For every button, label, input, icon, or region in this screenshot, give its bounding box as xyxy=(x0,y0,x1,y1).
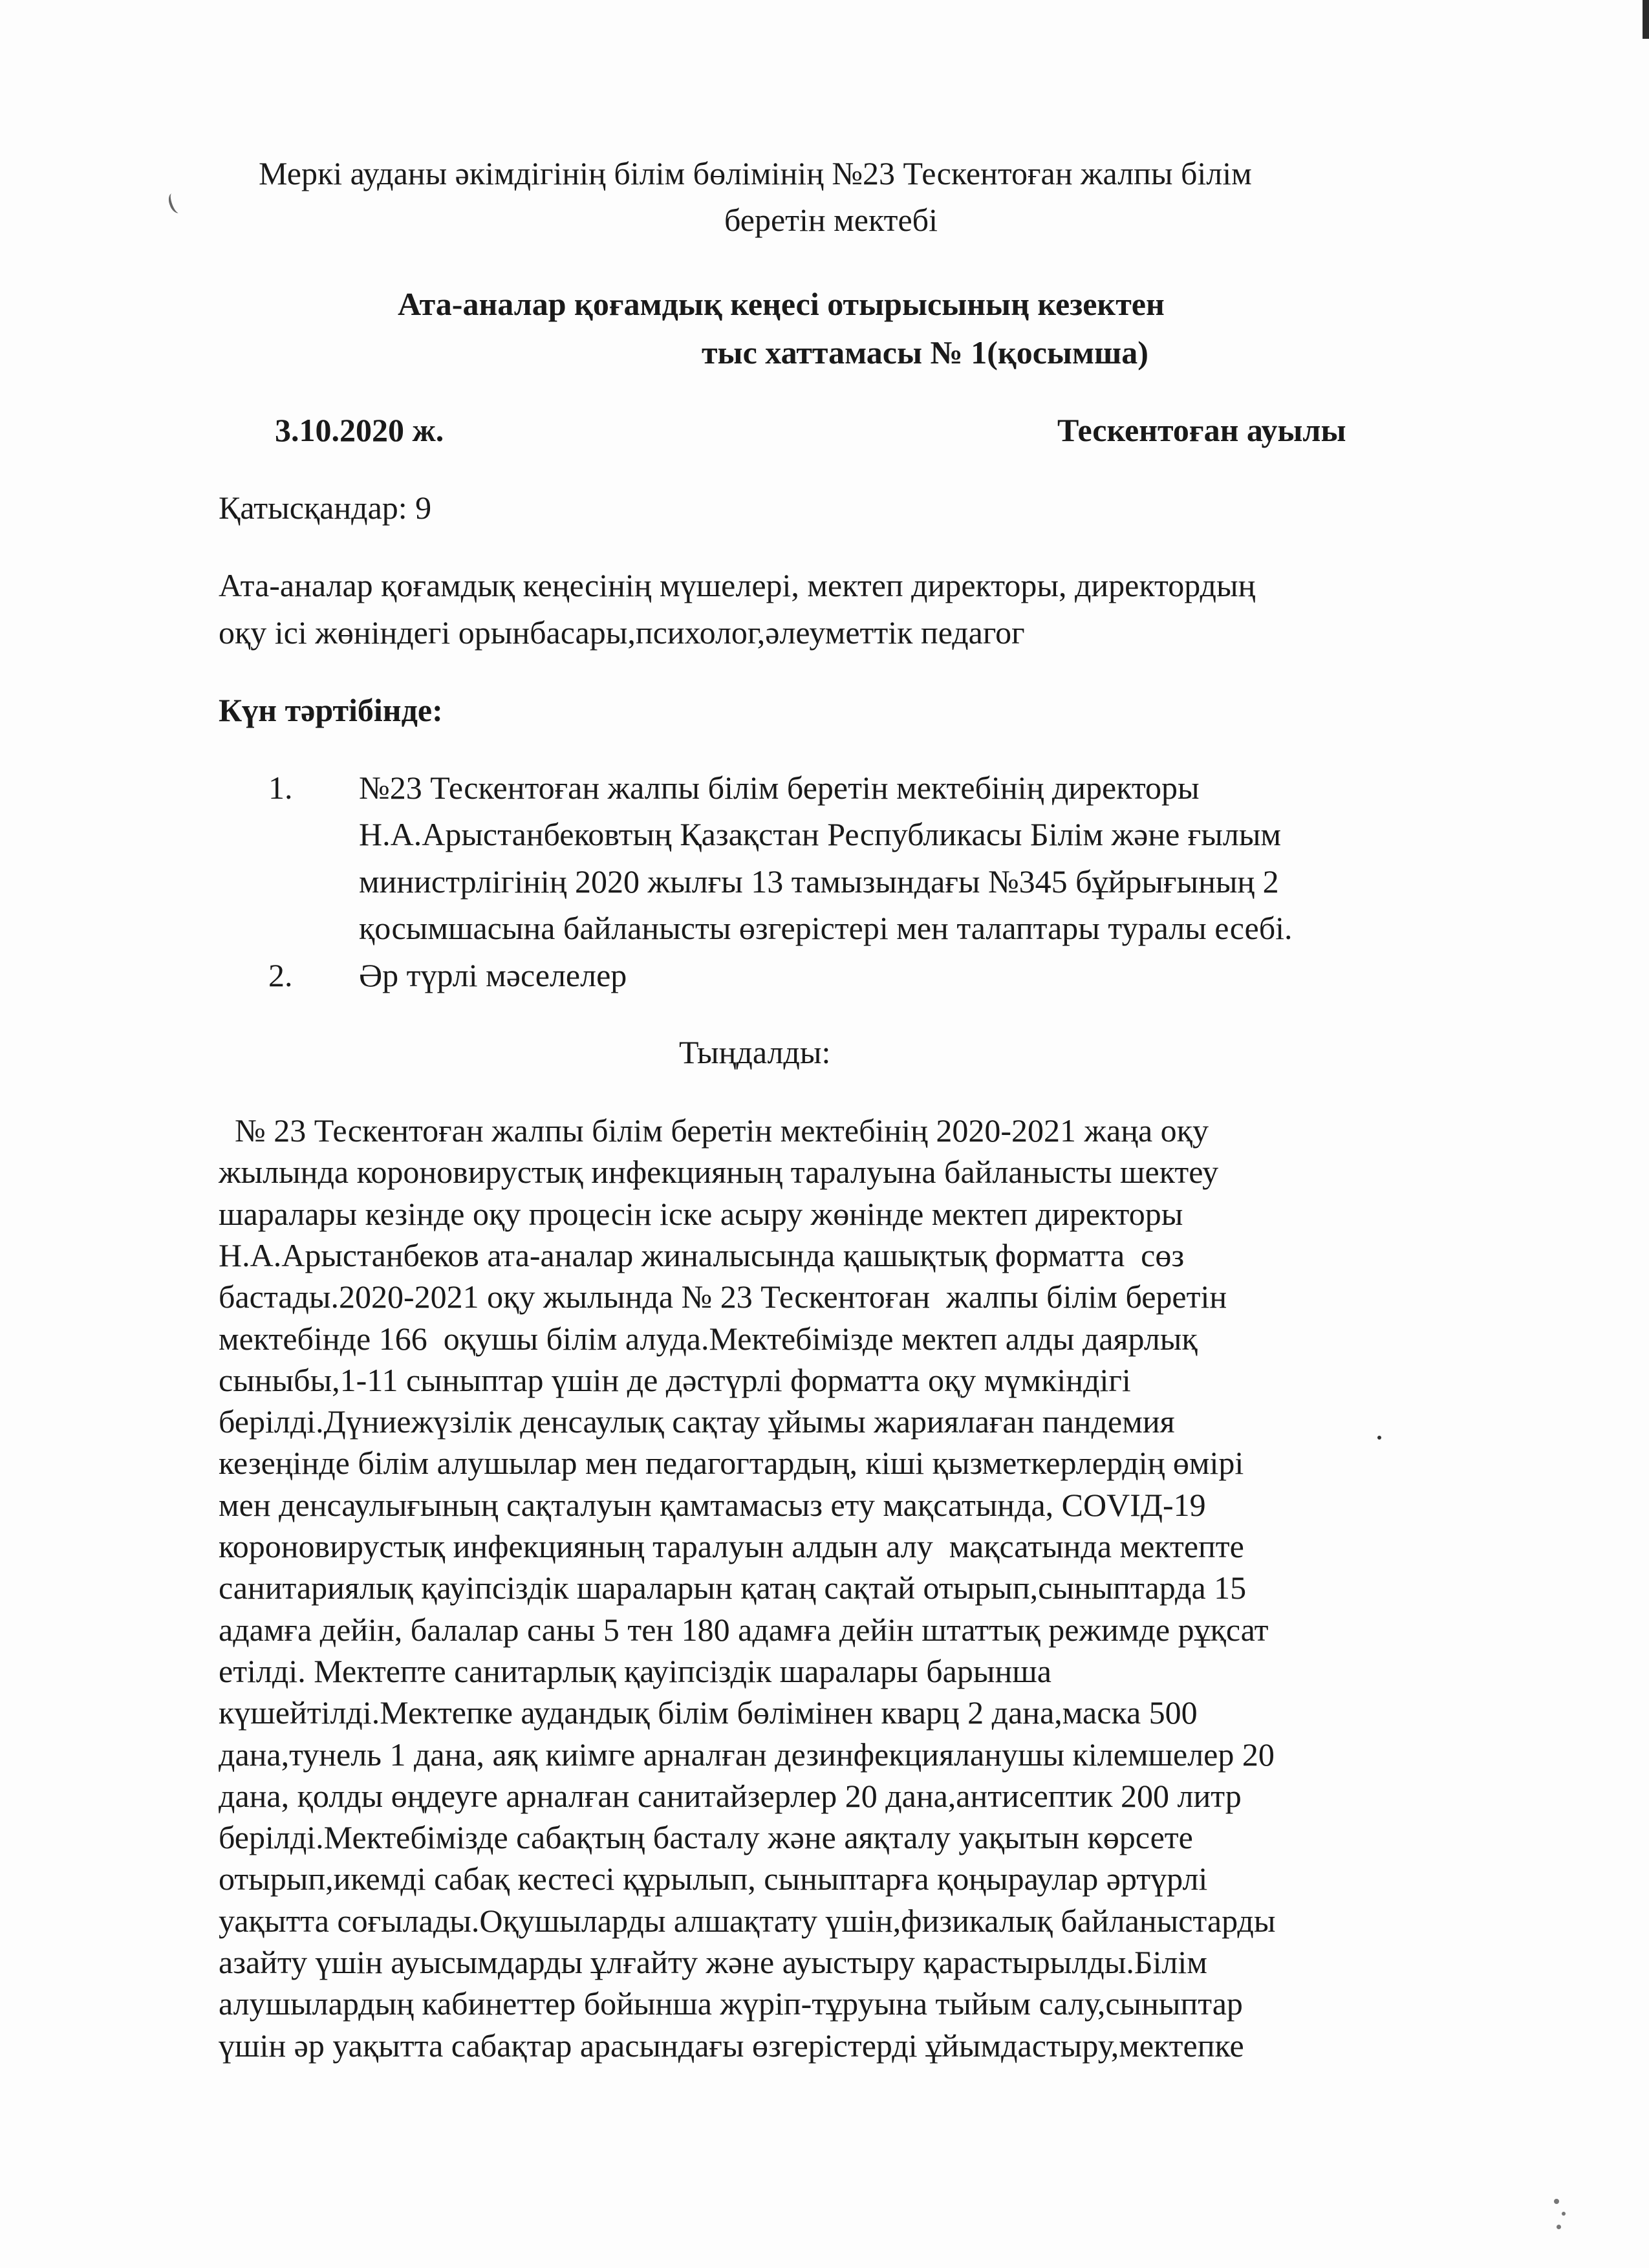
heard-text-line: алушылардың кабинеттер бойынша жүріп-тұруына тыйым салу,сыныптар xyxy=(219,1985,1243,2022)
heard-text-line: шаралары кезінде оқу процесін іске асыру жөнінде мектеп директоры xyxy=(219,1196,1183,1232)
meeting-place: Тескентоған ауылы xyxy=(1057,412,1346,448)
agenda-item-number: 1. xyxy=(268,770,293,806)
participants-list-line-2: оқу ісі жөніндегі орынбасары,психолог,әлеуметтік педагог xyxy=(219,614,1025,651)
document-title-line-2: тыс хаттамасы № 1(қосымша) xyxy=(702,334,1148,371)
heard-text-line: сыныбы,1-11 сыныптар үшін де дәстүрлі форматта оқу мүмкіндігі xyxy=(219,1362,1131,1398)
agenda-item-number: 2. xyxy=(268,957,293,993)
heard-text-line: Н.А.Арыстанбеков ата-аналар жиналысында қашықтық форматта сөз xyxy=(219,1237,1185,1273)
heard-text-line: короновирустық инфекцияның таралуын алдын алу мақсатында мектепте xyxy=(219,1528,1244,1564)
heard-text-line: № 23 Тескентоған жалпы білім беретін мектебінің 2020-2021 жаңа оқу xyxy=(219,1112,1209,1149)
heard-text-line: уақытта соғылады.Оқушыларды алшақтату үшін,физикалық байланыстарды xyxy=(219,1903,1276,1939)
agenda-item-text: Н.А.Арыстанбековтың Қазақстан Республикасы Білім және ғылым xyxy=(359,816,1282,852)
heard-text-line: жылында короновирустық инфекцияның таралуына байланысты шектеу xyxy=(219,1154,1219,1190)
heard-text-line: азайту үшін ауысымдарды ұлғайту және ауыстыру қарастырылды.Білім xyxy=(219,1944,1207,1980)
heard-text-line: күшейтілді.Мектепке аудандық білім бөлімінен кварц 2 дана,маска 500 xyxy=(219,1694,1198,1731)
agenda-item-text: №23 Тескентоған жалпы білім беретін мектебінің директоры xyxy=(359,770,1200,806)
heard-heading: Тыңдалды: xyxy=(679,1034,831,1070)
scan-speck xyxy=(1377,1436,1381,1440)
heard-text-line: дана,тунель 1 дана, аяқ киімге арналған дезинфекцияланушы кілемшелер 20 xyxy=(219,1736,1275,1773)
heard-text-line: етілді. Мектепте санитарлық қауіпсіздік шаралары барынша xyxy=(219,1653,1051,1689)
heard-text-line: санитариялық қауіпсіздік шараларын қатаң сақтай отырып,сыныптарда 15 xyxy=(219,1570,1247,1606)
heard-text-line: кезеңінде білім алушылар мен педагогтардың, кіші қызметкерлердің өмірі xyxy=(219,1445,1244,1481)
participants-list-line-1: Ата-аналар қоғамдық кеңесінің мүшелері, мектеп директоры, директордың xyxy=(219,567,1256,603)
heard-text-line: үшін әр уақытта сабақтар арасындағы өзгерістерді ұйымдастыру,мектепке xyxy=(219,2027,1244,2064)
heard-text-line: мен денсаулығының сақталуын қамтамасыз ету мақсатында, COVIД-19 xyxy=(219,1487,1206,1523)
heard-text-line: бастады.2020-2021 оқу жылында № 23 Тескентоған жалпы білім беретін xyxy=(219,1279,1227,1315)
scan-speck xyxy=(166,191,184,215)
agenda-item-text: министрлігінің 2020 жылғы 13 тамызындағы №345 бұйрығының 2 xyxy=(359,863,1279,900)
agenda-item-text: Әр түрлі мәселелер xyxy=(359,957,627,993)
scan-edge-mark xyxy=(1643,0,1649,39)
school-header-line-1: Меркі ауданы әкімдігінің білім бөлімінің №23 Тескентоған жалпы білім xyxy=(259,155,1252,191)
heard-text-line: мектебінде 166 оқушы білім алуда.Мектебімізде мектеп алды даярлық xyxy=(219,1321,1198,1357)
heard-text-line: берілді.Дүниежүзілік денсаулық сақтау ұйымы жариялаған пандемия xyxy=(219,1403,1175,1440)
heard-text-line: отырып,икемді сабақ кестесі құрылып, сыныптарға қоңыраулар әртүрлі xyxy=(219,1861,1208,1897)
meeting-date: 3.10.2020 ж. xyxy=(275,412,444,448)
heard-text-line: берілді.Мектебімізде сабақтың басталу және аяқталу уақытын көрсете xyxy=(219,1819,1193,1855)
scan-speck xyxy=(1549,2192,1575,2244)
participants-count: Қатысқандар: 9 xyxy=(219,490,432,526)
school-header-line-2: беретін мектебі xyxy=(724,202,938,238)
document-title-line-1: Ата-аналар қоғамдық кеңесі отырысының кезектен xyxy=(398,286,1165,322)
heard-text-line: адамға дейін, балалар саны 5 тен 180 адамға дейін штаттық режимде рұқсат xyxy=(219,1612,1269,1648)
heard-text-line: дана, қолды өңдеуге арналған санитайзерлер 20 дана,антисептик 200 литр xyxy=(219,1778,1242,1814)
agenda-heading: Күн тәртібінде: xyxy=(219,692,443,728)
agenda-item-text: қосымшасына байланысты өзгерістері мен талаптары туралы есебі. xyxy=(359,910,1293,946)
